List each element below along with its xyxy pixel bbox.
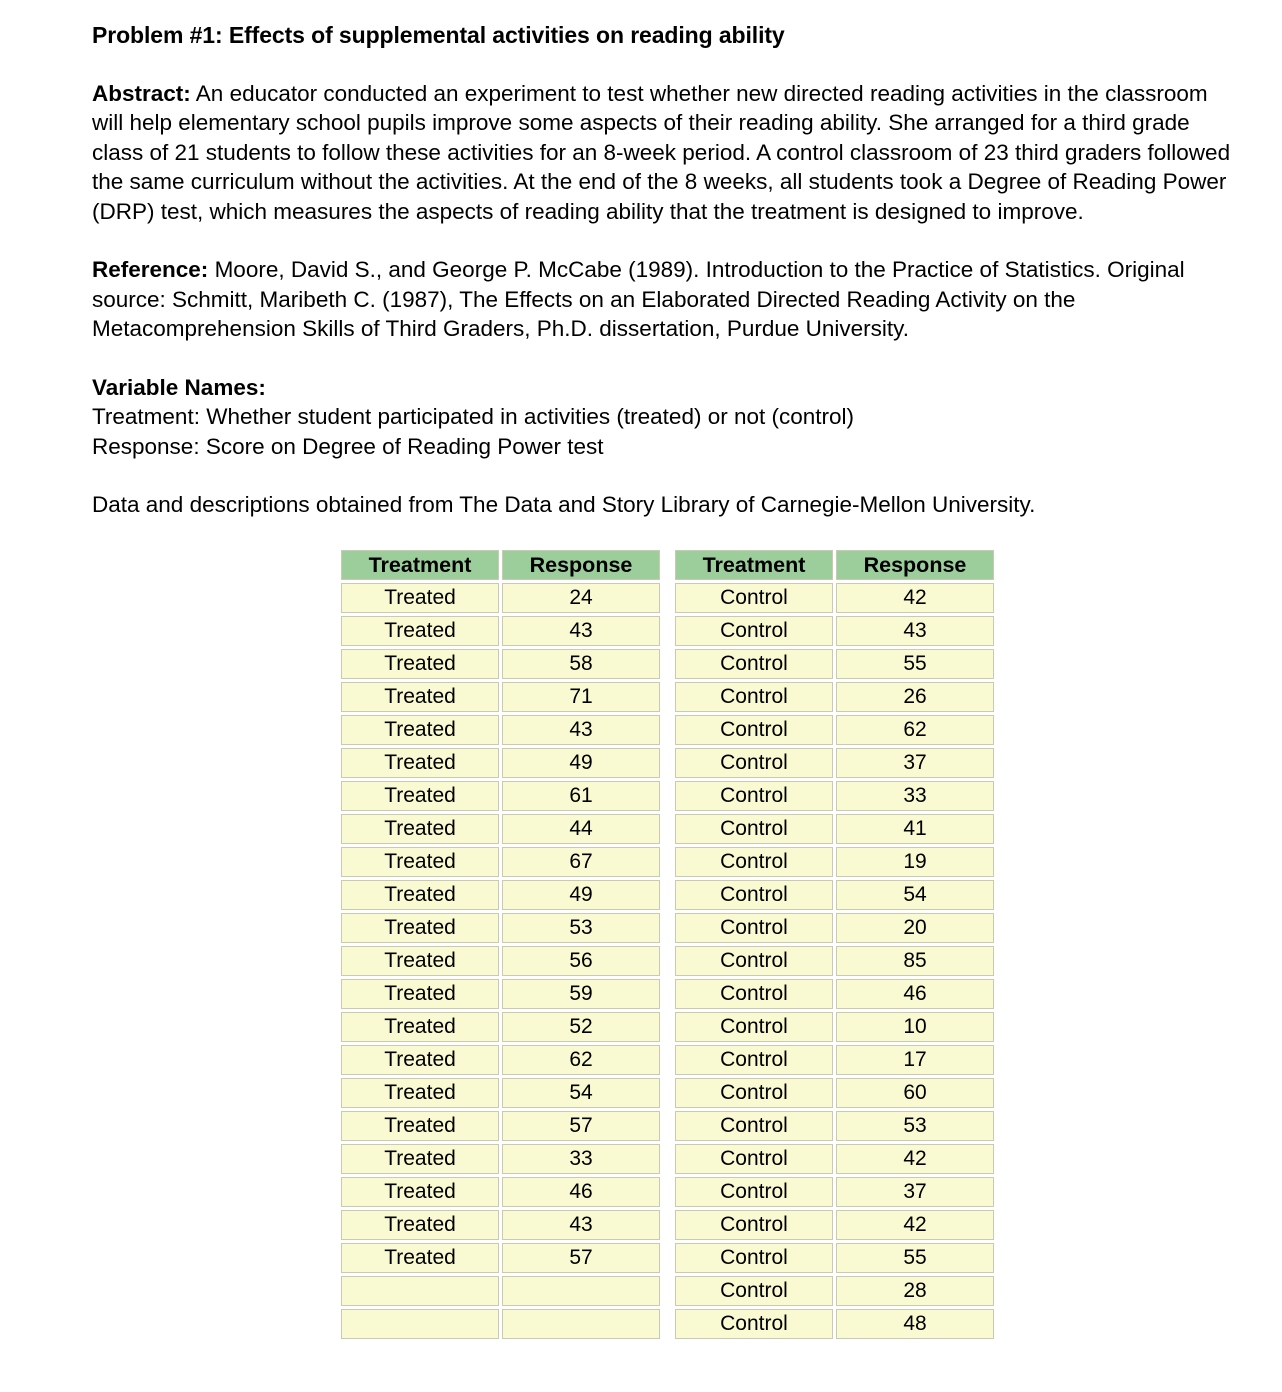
table-gutter <box>663 1276 672 1306</box>
table-gutter <box>663 748 672 778</box>
table-gutter <box>663 979 672 1009</box>
table-gutter <box>663 616 672 646</box>
cell-treatment-right: Control <box>675 1111 833 1141</box>
cell-treatment-right: Control <box>675 781 833 811</box>
cell-response-left: 49 <box>502 880 660 910</box>
table-row <box>341 1210 994 1240</box>
cell-treatment-right: Control <box>675 682 833 712</box>
table-row <box>341 847 994 877</box>
cell-treatment-left: Treated <box>341 1243 499 1273</box>
cell-treatment-left: Treated <box>341 847 499 877</box>
data-table-container <box>92 547 1238 1342</box>
cell-response-right: 54 <box>836 880 994 910</box>
cell-treatment-right: Control <box>675 715 833 745</box>
spacer <box>92 226 1238 255</box>
cell-treatment-left: Treated <box>341 781 499 811</box>
table-gutter <box>663 781 672 811</box>
data-table <box>338 547 997 1342</box>
cell-response-left <box>502 1276 660 1306</box>
cell-response-right: 42 <box>836 583 994 613</box>
cell-treatment-left: Treated <box>341 1012 499 1042</box>
table-row <box>341 748 994 778</box>
cell-response-right: 41 <box>836 814 994 844</box>
table-row <box>341 880 994 910</box>
cell-response-right: 33 <box>836 781 994 811</box>
table-row <box>341 1144 994 1174</box>
variable-treatment-line: Treatment: Whether student participated in activities (treated) or not (control) <box>92 404 855 430</box>
cell-response-left: 58 <box>502 649 660 679</box>
cell-response-left: 53 <box>502 913 660 943</box>
cell-response-right: 37 <box>836 748 994 778</box>
table-row <box>341 715 994 745</box>
table-gutter <box>663 847 672 877</box>
cell-treatment-left: Treated <box>341 979 499 1009</box>
cell-treatment-right: Control <box>675 748 833 778</box>
spacer <box>92 461 1238 490</box>
table-gutter <box>663 1210 672 1240</box>
cell-response-left: 43 <box>502 1210 660 1240</box>
cell-response-left: 33 <box>502 1144 660 1174</box>
table-gutter <box>663 682 672 712</box>
table-gutter <box>663 1177 672 1207</box>
table-gutter <box>663 1078 672 1108</box>
table-gutter <box>663 1309 672 1339</box>
table-body <box>341 583 994 1339</box>
cell-response-left: 43 <box>502 715 660 745</box>
cell-response-left: 56 <box>502 946 660 976</box>
cell-treatment-left: Treated <box>341 1144 499 1174</box>
cell-treatment-left: Treated <box>341 1111 499 1141</box>
cell-treatment-right: Control <box>675 649 833 679</box>
source-note: Data and descriptions obtained from The Data and Story Library of Carnegie-Mellon University. <box>92 492 1036 518</box>
cell-response-right: 53 <box>836 1111 994 1141</box>
abstract-label: Abstract: <box>92 80 191 106</box>
cell-treatment-right: Control <box>675 1177 833 1207</box>
cell-response-left <box>502 1309 660 1339</box>
cell-response-right: 43 <box>836 616 994 646</box>
table-gutter <box>663 946 672 976</box>
table-row <box>341 1012 994 1042</box>
cell-response-left: 71 <box>502 682 660 712</box>
cell-treatment-right: Control <box>675 847 833 877</box>
cell-response-left: 67 <box>502 847 660 877</box>
table-row <box>341 781 994 811</box>
table-row <box>341 616 994 646</box>
cell-treatment-left: Treated <box>341 583 499 613</box>
variable-response-line: Response: Score on Degree of Reading Power test <box>92 433 604 459</box>
table-row <box>341 1243 994 1273</box>
cell-response-right: 85 <box>836 946 994 976</box>
cell-response-left: 44 <box>502 814 660 844</box>
table-row <box>341 1309 994 1339</box>
cell-treatment-left: Treated <box>341 913 499 943</box>
cell-treatment-right: Control <box>675 979 833 1009</box>
cell-response-right: 37 <box>836 1177 994 1207</box>
cell-treatment-right: Control <box>675 814 833 844</box>
cell-treatment-left: Treated <box>341 1210 499 1240</box>
cell-response-right: 42 <box>836 1144 994 1174</box>
cell-treatment-right: Control <box>675 1276 833 1306</box>
cell-treatment-left: Treated <box>341 880 499 910</box>
table-gutter <box>663 649 672 679</box>
cell-response-right: 60 <box>836 1078 994 1108</box>
table-gutter <box>663 913 672 943</box>
cell-response-right: 28 <box>836 1276 994 1306</box>
table-gutter <box>663 1243 672 1273</box>
table-gutter <box>663 583 672 613</box>
column-header-response-left: Response <box>502 550 660 580</box>
table-row <box>341 649 994 679</box>
cell-treatment-right: Control <box>675 583 833 613</box>
cell-treatment-right: Control <box>675 616 833 646</box>
cell-treatment-left <box>341 1276 499 1306</box>
cell-treatment-right: Control <box>675 1309 833 1339</box>
cell-response-left: 52 <box>502 1012 660 1042</box>
table-row <box>341 1078 994 1108</box>
cell-treatment-left: Treated <box>341 616 499 646</box>
cell-treatment-right: Control <box>675 946 833 976</box>
table-row <box>341 979 994 1009</box>
reference-paragraph <box>92 255 1238 344</box>
variable-names-label: Variable Names: <box>92 374 266 400</box>
table-gutter <box>663 880 672 910</box>
page-title: Problem #1: Effects of supplemental activities on reading ability <box>92 22 785 48</box>
cell-response-right: 17 <box>836 1045 994 1075</box>
cell-response-left: 43 <box>502 616 660 646</box>
cell-treatment-right: Control <box>675 1012 833 1042</box>
cell-treatment-right: Control <box>675 1078 833 1108</box>
table-row <box>341 946 994 976</box>
cell-treatment-left: Treated <box>341 814 499 844</box>
cell-response-left: 59 <box>502 979 660 1009</box>
table-row <box>341 1276 994 1306</box>
cell-treatment-left <box>341 1309 499 1339</box>
cell-treatment-left: Treated <box>341 1045 499 1075</box>
table-row <box>341 682 994 712</box>
cell-response-right: 55 <box>836 649 994 679</box>
table-row <box>341 1177 994 1207</box>
spacer <box>92 344 1238 373</box>
cell-response-right: 26 <box>836 682 994 712</box>
cell-response-right: 55 <box>836 1243 994 1273</box>
table-row <box>341 1045 994 1075</box>
cell-treatment-left: Treated <box>341 1177 499 1207</box>
cell-response-right: 42 <box>836 1210 994 1240</box>
cell-treatment-right: Control <box>675 1210 833 1240</box>
table-gutter <box>663 1045 672 1075</box>
table-gutter <box>663 814 672 844</box>
cell-response-left: 61 <box>502 781 660 811</box>
table-gutter <box>663 550 672 580</box>
cell-response-left: 54 <box>502 1078 660 1108</box>
cell-treatment-right: Control <box>675 913 833 943</box>
cell-treatment-left: Treated <box>341 1078 499 1108</box>
column-header-treatment-left: Treatment <box>341 550 499 580</box>
cell-treatment-left: Treated <box>341 715 499 745</box>
table-row <box>341 1111 994 1141</box>
cell-response-right: 19 <box>836 847 994 877</box>
cell-treatment-right: Control <box>675 1243 833 1273</box>
abstract-paragraph <box>92 79 1238 227</box>
cell-response-right: 10 <box>836 1012 994 1042</box>
cell-treatment-right: Control <box>675 880 833 910</box>
reference-text: Moore, David S., and George P. McCabe (1989). Introduction to the Practice of Statistics. Original source: Schmitt, Maribeth C. (1987), The Effects on an Elaborated Directed Reading Activity on the Metacomprehension Skills of Third Graders, Ph.D. dissertation, Purdue University. <box>92 257 1185 342</box>
table-row <box>341 814 994 844</box>
table-gutter <box>663 1111 672 1141</box>
column-header-response-right: Response <box>836 550 994 580</box>
cell-response-left: 24 <box>502 583 660 613</box>
table-gutter <box>663 715 672 745</box>
cell-treatment-left: Treated <box>341 682 499 712</box>
table-row <box>341 913 994 943</box>
cell-response-left: 57 <box>502 1243 660 1273</box>
abstract-text: An educator conducted an experiment to test whether new directed reading activities in the classroom will help elementary school pupils improve some aspects of their reading ability. She arranged for a third grade class of 21 students to follow these activities for an 8-week period. A control classroom of 23 third graders followed the same curriculum without the activities. At the end of the 8 weeks, all students took a Degree of Reading Power (DRP) test, which measures the aspects of reading ability that the treatment is designed to improve. <box>92 80 1231 224</box>
cell-response-left: 49 <box>502 748 660 778</box>
cell-treatment-right: Control <box>675 1045 833 1075</box>
table-gutter <box>663 1012 672 1042</box>
cell-treatment-right: Control <box>675 1144 833 1174</box>
table-header-row <box>341 550 994 580</box>
cell-response-right: 20 <box>836 913 994 943</box>
reference-label: Reference: <box>92 257 209 283</box>
cell-response-right: 48 <box>836 1309 994 1339</box>
cell-response-left: 57 <box>502 1111 660 1141</box>
table-head <box>341 550 994 580</box>
cell-treatment-left: Treated <box>341 649 499 679</box>
table-row <box>341 583 994 613</box>
cell-treatment-left: Treated <box>341 748 499 778</box>
cell-response-left: 62 <box>502 1045 660 1075</box>
cell-treatment-left: Treated <box>341 946 499 976</box>
cell-response-right: 62 <box>836 715 994 745</box>
cell-response-left: 46 <box>502 1177 660 1207</box>
table-gutter <box>663 1144 672 1174</box>
column-header-treatment-right: Treatment <box>675 550 833 580</box>
cell-response-right: 46 <box>836 979 994 1009</box>
spacer <box>92 50 1238 79</box>
